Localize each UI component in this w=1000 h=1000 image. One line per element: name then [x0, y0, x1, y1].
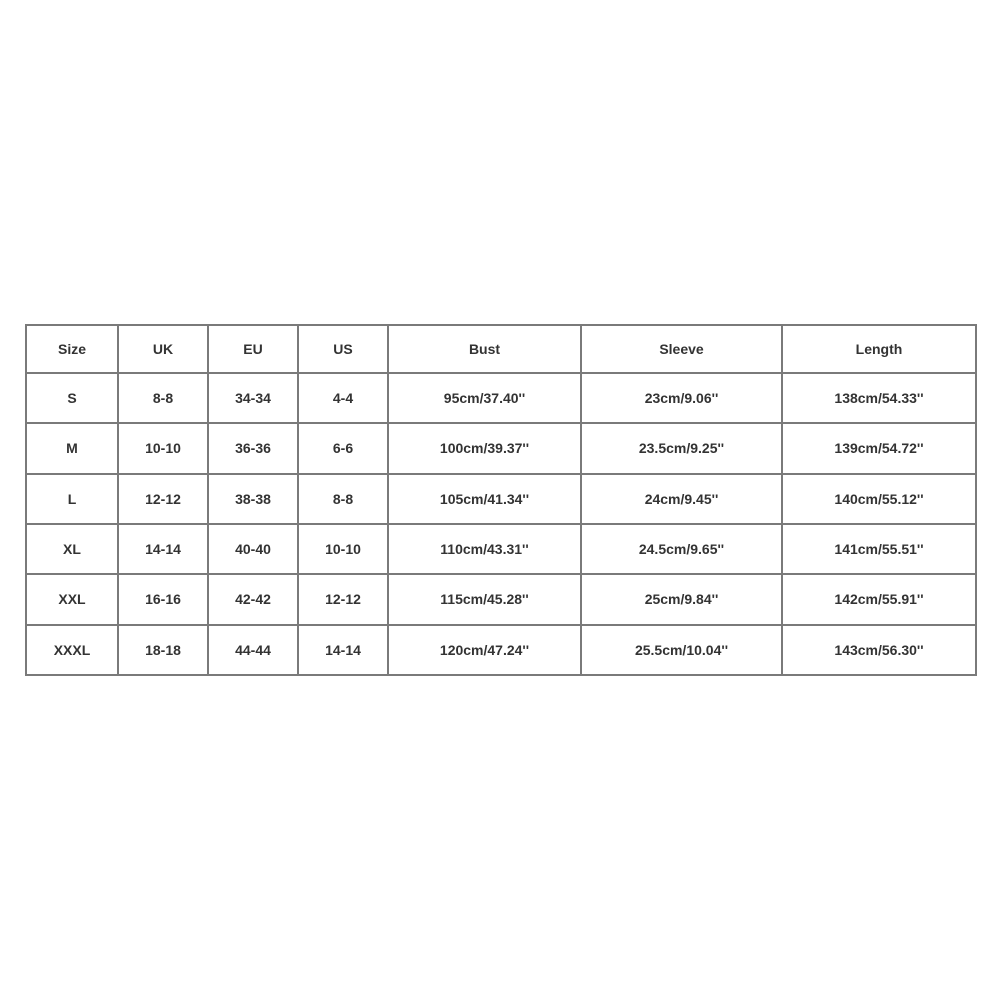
table-row [26, 474, 976, 524]
cell-size: XL [26, 524, 118, 574]
header-length: Length [782, 325, 976, 373]
cell-us: 10-10 [298, 524, 388, 574]
size-chart-table [25, 324, 977, 676]
cell-eu: 38-38 [208, 474, 298, 524]
cell-uk: 8-8 [118, 373, 208, 423]
cell-bust: 110cm/43.31'' [388, 524, 581, 574]
cell-us: 14-14 [298, 625, 388, 675]
cell-bust: 95cm/37.40'' [388, 373, 581, 423]
cell-eu: 40-40 [208, 524, 298, 574]
cell-size: L [26, 474, 118, 524]
table-row [26, 625, 976, 675]
cell-uk: 18-18 [118, 625, 208, 675]
cell-bust: 115cm/45.28'' [388, 574, 581, 624]
cell-sleeve: 25.5cm/10.04'' [581, 625, 782, 675]
cell-bust: 120cm/47.24'' [388, 625, 581, 675]
cell-us: 8-8 [298, 474, 388, 524]
cell-size: XXL [26, 574, 118, 624]
cell-size: M [26, 423, 118, 473]
cell-uk: 12-12 [118, 474, 208, 524]
cell-length: 142cm/55.91'' [782, 574, 976, 624]
cell-size: XXXL [26, 625, 118, 675]
header-bust: Bust [388, 325, 581, 373]
header-uk: UK [118, 325, 208, 373]
cell-bust: 100cm/39.37'' [388, 423, 581, 473]
cell-length: 140cm/55.12'' [782, 474, 976, 524]
cell-uk: 10-10 [118, 423, 208, 473]
cell-us: 12-12 [298, 574, 388, 624]
cell-eu: 44-44 [208, 625, 298, 675]
cell-bust: 105cm/41.34'' [388, 474, 581, 524]
cell-length: 138cm/54.33'' [782, 373, 976, 423]
header-size: Size [26, 325, 118, 373]
table-row [26, 524, 976, 574]
table-row [26, 373, 976, 423]
header-eu: EU [208, 325, 298, 373]
cell-us: 6-6 [298, 423, 388, 473]
cell-length: 143cm/56.30'' [782, 625, 976, 675]
table-header-row [26, 325, 976, 373]
table-row [26, 574, 976, 624]
cell-size: S [26, 373, 118, 423]
table-row [26, 423, 976, 473]
cell-sleeve: 24cm/9.45'' [581, 474, 782, 524]
cell-eu: 36-36 [208, 423, 298, 473]
cell-uk: 16-16 [118, 574, 208, 624]
cell-length: 139cm/54.72'' [782, 423, 976, 473]
header-us: US [298, 325, 388, 373]
cell-us: 4-4 [298, 373, 388, 423]
cell-sleeve: 23cm/9.06'' [581, 373, 782, 423]
cell-eu: 34-34 [208, 373, 298, 423]
cell-length: 141cm/55.51'' [782, 524, 976, 574]
header-sleeve: Sleeve [581, 325, 782, 373]
cell-sleeve: 25cm/9.84'' [581, 574, 782, 624]
cell-uk: 14-14 [118, 524, 208, 574]
cell-sleeve: 24.5cm/9.65'' [581, 524, 782, 574]
cell-sleeve: 23.5cm/9.25'' [581, 423, 782, 473]
cell-eu: 42-42 [208, 574, 298, 624]
